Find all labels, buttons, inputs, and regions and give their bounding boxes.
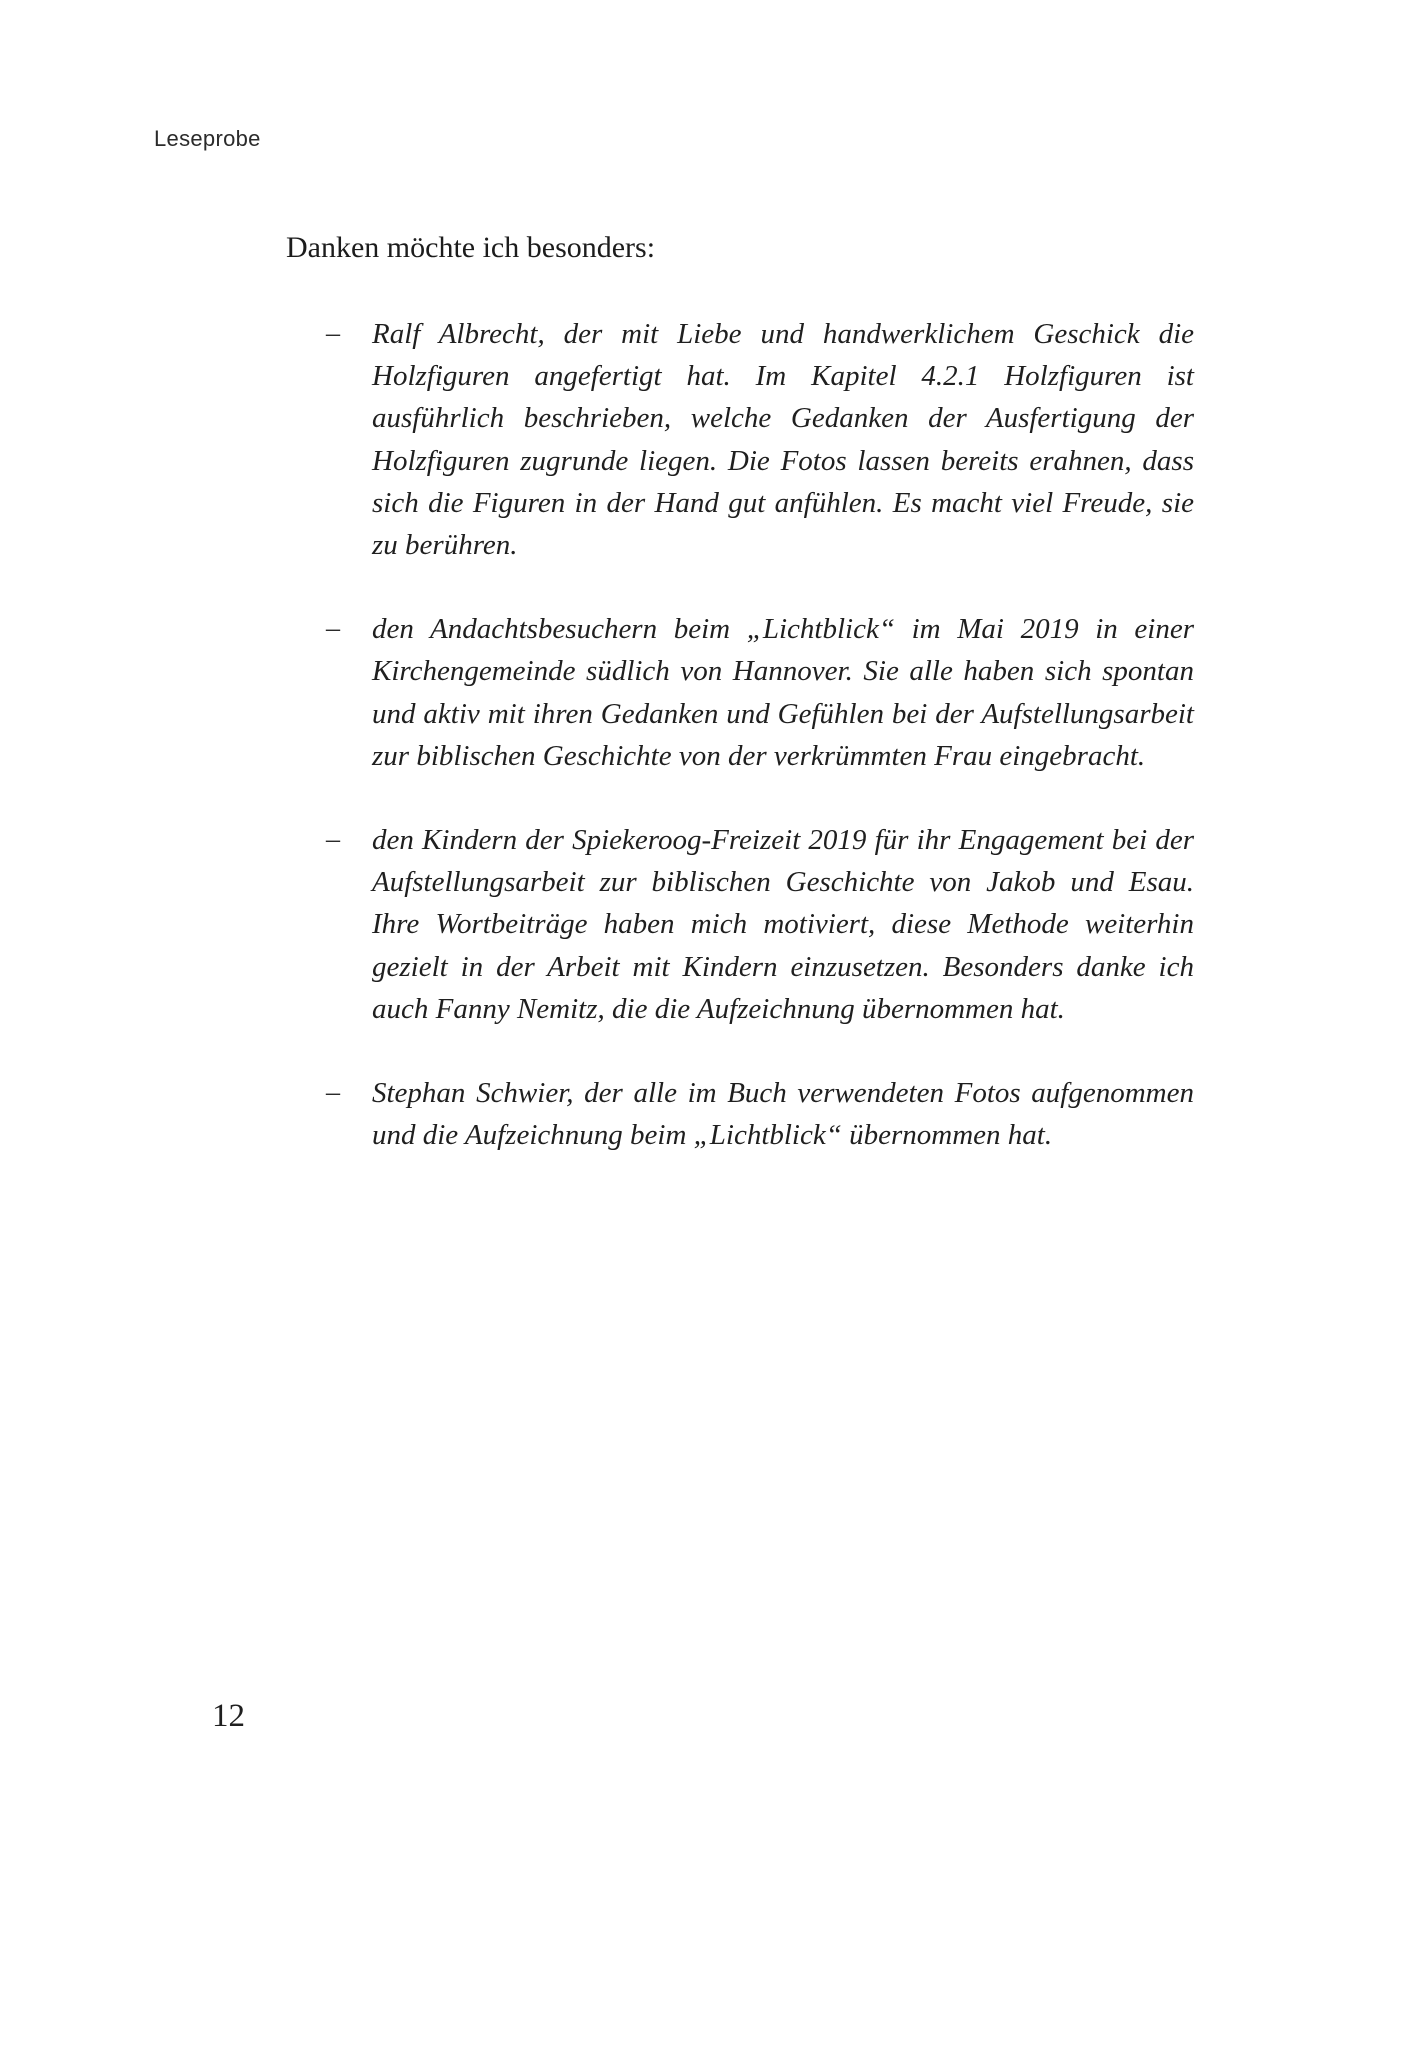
list-item-text: den Andachtsbesuchern beim „Lichtblick“ im Mai 2019 in einer Kirchengemeinde südlich von Hannover. Sie alle haben sich spontan und aktiv mit ihren Gedanken und Gefühlen bei der Aufstellungsarbeit zur biblischen Geschichte von der verkrümmten Frau eingebracht. bbox=[372, 613, 1194, 772]
page-number: 12 bbox=[212, 1698, 245, 1734]
list-item-text: Stephan Schwier, der alle im Buch verwendeten Fotos aufgenommen und die Aufzeichnung beim „Lichtblick“ übernommen hat. bbox=[372, 1077, 1194, 1152]
dash-marker: – bbox=[326, 824, 340, 856]
acknowledgements-list bbox=[326, 313, 1194, 1198]
intro-line: Danken möchte ich besonders: bbox=[286, 231, 656, 264]
running-header: Leseprobe bbox=[154, 126, 261, 151]
list-item-text: Ralf Albrecht, der mit Liebe und handwerklichem Geschick die Holzfiguren angefertigt hat. Im Kapitel 4.2.1 Holzfiguren ist ausführlich beschrieben, welche Gedanken der Ausfertigung der Holzfiguren zugrunde liegen. Die Fotos lassen bereits erahnen, dass sich die Figuren in der Hand gut anfühlen. Es macht viel Freude, sie zu berühren. bbox=[372, 318, 1194, 562]
list-item bbox=[326, 1072, 1194, 1156]
dash-marker: – bbox=[326, 318, 340, 349]
dash-marker: – bbox=[326, 1077, 340, 1109]
list-item-text: den Kindern der Spiekeroog-Freizeit 2019 für ihr Engagement bei der Aufstellungsarbeit zur biblischen Geschichte von Jakob und Esau. Ihre Wortbeiträge haben mich motiviert, diese Methode weiterhin gezielt in der Arbeit mit Kindern einzusetzen. Besonders danke ich auch Fanny Nemitz, die die Aufzeichnung übernommen hat. bbox=[372, 824, 1194, 1025]
list-item bbox=[326, 313, 1194, 566]
dash-marker: – bbox=[326, 613, 340, 645]
list-item bbox=[326, 819, 1194, 1030]
list-item bbox=[326, 608, 1194, 777]
